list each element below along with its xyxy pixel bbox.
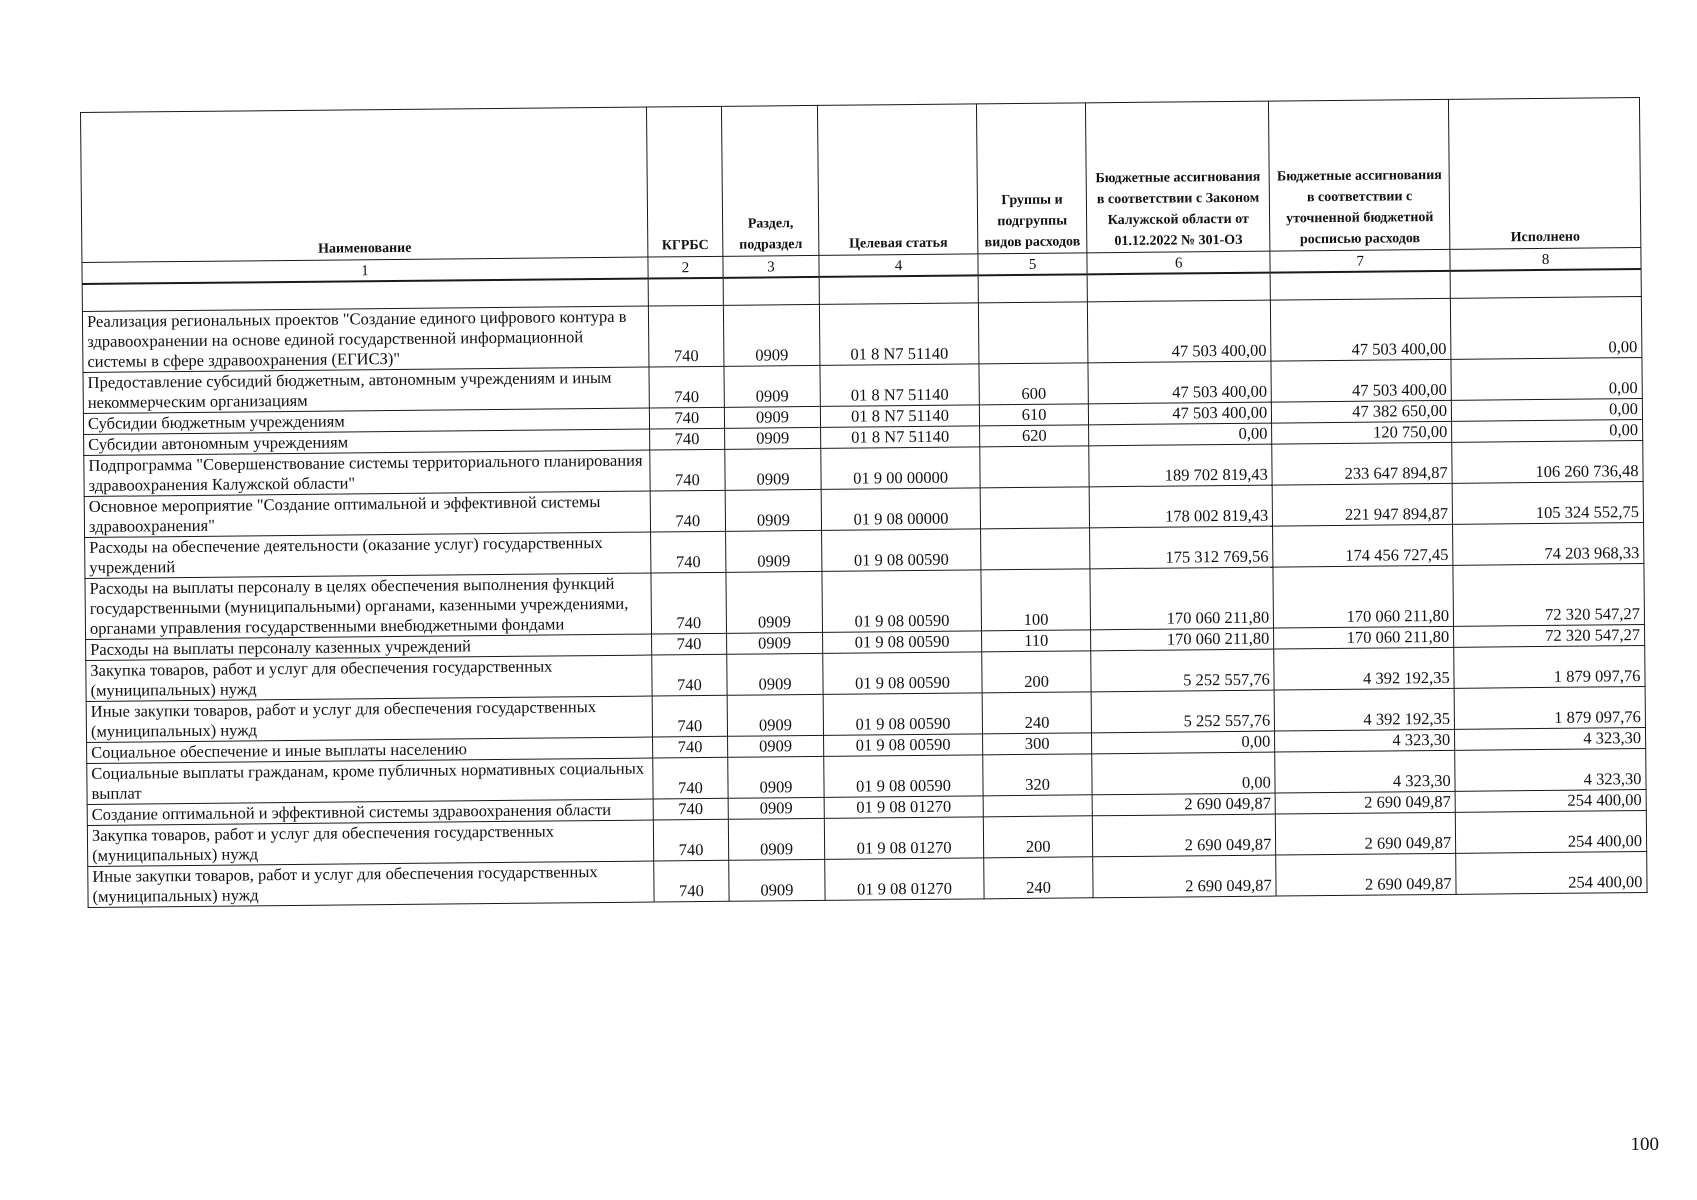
cell-refined-amount: 47 503 400,00 xyxy=(1271,359,1451,402)
page-number: 100 xyxy=(1630,1134,1659,1155)
column-number: 1 xyxy=(82,257,648,284)
cell-section: 0909 xyxy=(729,859,825,901)
cell-executed-amount: 1 879 097,76 xyxy=(1454,687,1645,730)
cell-target-article: 01 9 00 00000 xyxy=(821,447,981,490)
cell-target-article: 01 9 08 00000 xyxy=(821,488,981,531)
cell-law-amount: 47 503 400,00 xyxy=(1088,402,1271,425)
cell-expense-group: 100 xyxy=(981,569,1091,631)
cell-expense-group: 200 xyxy=(983,816,1092,858)
cell-refined-amount: 120 750,00 xyxy=(1272,421,1452,444)
budget-document-page xyxy=(80,97,1648,908)
cell-section: 0909 xyxy=(728,818,824,860)
cell-law-amount: 0,00 xyxy=(1092,752,1276,795)
cell-kgrbs: 740 xyxy=(651,572,727,634)
column-header-section: Раздел, подраздел xyxy=(722,105,819,256)
column-header-target-article: Целевая статья xyxy=(817,104,978,256)
column-header-expense-groups: Группы и подгруппы видов расходов xyxy=(977,103,1087,254)
cell-kgrbs: 740 xyxy=(652,736,727,758)
cell-target-article: 01 8 N7 51140 xyxy=(821,426,980,449)
budget-execution-table xyxy=(80,97,1648,908)
cell-section: 0909 xyxy=(728,797,824,819)
cell-section: 0909 xyxy=(727,632,823,654)
cell-section: 0909 xyxy=(728,756,824,798)
column-number: 8 xyxy=(1450,248,1641,271)
cell-expense-group: 320 xyxy=(983,754,1092,796)
cell-section: 0909 xyxy=(725,448,821,490)
column-header-refined-allocations: Бюджетные ассигнования в соответствии с уточненной бюджетной росписью расходов xyxy=(1269,99,1450,251)
cell-target-article: 01 9 08 01270 xyxy=(824,796,983,819)
column-number: 3 xyxy=(723,255,819,277)
cell-section: 0909 xyxy=(727,694,823,736)
cell-executed-amount: 0,00 xyxy=(1451,297,1642,360)
cell-section: 0909 xyxy=(724,406,820,428)
cell-kgrbs: 740 xyxy=(650,531,726,573)
cell-law-amount: 5 252 557,76 xyxy=(1091,649,1275,692)
cell-law-amount: 47 503 400,00 xyxy=(1088,300,1272,363)
cell-executed-amount: 254 400,00 xyxy=(1455,810,1646,853)
cell-expense-group: 300 xyxy=(983,733,1092,755)
cell-target-article: 01 9 08 00590 xyxy=(823,734,982,757)
column-header-name: Наименование xyxy=(81,107,648,262)
cell-executed-amount: 0,00 xyxy=(1451,399,1642,422)
cell-section: 0909 xyxy=(727,653,823,695)
cell-name: Социальные выплаты гражданам, кроме публичных нормативных социальных выплат xyxy=(87,758,653,804)
cell-kgrbs: 740 xyxy=(650,490,726,532)
cell-name: Предоставление субсидий бюджетным, автономным учреждениям и иным некоммерческим организациям xyxy=(83,367,649,413)
cell-law-amount: 189 702 819,43 xyxy=(1089,444,1273,487)
cell-target-article: 01 9 08 00590 xyxy=(823,693,983,736)
cell-executed-amount: 1 879 097,76 xyxy=(1454,646,1645,689)
cell-name: Иные закупки товаров, работ и услуг для обеспечения государственных (муниципальных) нужд xyxy=(86,696,652,742)
cell-kgrbs: 740 xyxy=(653,819,729,861)
cell-law-amount: 47 503 400,00 xyxy=(1088,361,1272,404)
cell-refined-amount: 4 392 192,35 xyxy=(1274,688,1454,731)
cell-executed-amount: 74 203 968,33 xyxy=(1453,523,1644,566)
cell-section: 0909 xyxy=(725,489,821,531)
cell-executed-amount: 0,00 xyxy=(1452,420,1643,443)
cell-law-amount: 0,00 xyxy=(1092,731,1275,754)
cell-name: Создание оптимальной и эффективной системы здравоохранения области xyxy=(87,799,653,825)
cell-name: Расходы на обеспечение деятельности (оказание услуг) государственных учреждений xyxy=(85,532,651,578)
cell-expense-group xyxy=(978,302,1088,364)
cell-name: Расходы на выплаты персоналу казенных учреждений xyxy=(86,634,652,660)
cell-law-amount: 2 690 049,87 xyxy=(1092,793,1275,816)
cell-kgrbs: 740 xyxy=(652,695,728,737)
column-number: 7 xyxy=(1270,249,1450,272)
column-number: 6 xyxy=(1087,251,1270,274)
cell-target-article: 01 9 08 01270 xyxy=(824,817,984,860)
cell-refined-amount: 2 690 049,87 xyxy=(1276,812,1456,855)
cell-target-article: 01 9 08 00590 xyxy=(822,529,982,572)
cell-refined-amount: 4 323,30 xyxy=(1275,729,1455,752)
cell-executed-amount: 0,00 xyxy=(1451,358,1642,401)
cell-kgrbs: 740 xyxy=(650,449,726,491)
cell-expense-group: 600 xyxy=(979,363,1088,405)
cell-name: Субсидии автономным учреждениям xyxy=(84,429,650,455)
table-body xyxy=(82,297,1647,908)
cell-kgrbs: 740 xyxy=(653,757,729,799)
cell-refined-amount: 2 690 049,87 xyxy=(1275,791,1455,814)
cell-expense-group: 610 xyxy=(979,404,1088,426)
cell-expense-group xyxy=(981,528,1090,570)
cell-name: Подпрограмма "Совершенствование системы территориального планирования здравоохранения Калужской области" xyxy=(84,450,650,496)
column-header-kgrbs: КГРБС xyxy=(646,106,723,257)
cell-expense-group xyxy=(980,446,1089,488)
column-number: 2 xyxy=(648,256,723,278)
cell-law-amount: 178 002 819,43 xyxy=(1089,485,1273,528)
cell-kgrbs: 740 xyxy=(649,366,725,408)
column-number: 4 xyxy=(819,254,978,277)
cell-target-article: 01 8 N7 51140 xyxy=(819,303,979,366)
cell-expense-group: 200 xyxy=(982,651,1091,693)
cell-executed-amount: 72 320 547,27 xyxy=(1453,564,1644,627)
cell-name: Основное мероприятие "Создание оптимальной и эффективной системы здравоохранения" xyxy=(84,491,650,537)
cell-law-amount: 0,00 xyxy=(1089,423,1272,446)
cell-target-article: 01 9 08 00590 xyxy=(824,755,984,798)
cell-target-article: 01 8 N7 51140 xyxy=(820,405,979,428)
cell-expense-group: 240 xyxy=(984,857,1093,899)
cell-name: Реализация региональных проектов "Создание единого цифрового контура в здравоохранении на основе единой государственной информационной системы в сфере здравоохранения (ЕГИСЗ)" xyxy=(82,306,648,372)
cell-refined-amount: 233 647 894,87 xyxy=(1272,442,1452,485)
cell-section: 0909 xyxy=(725,427,821,449)
cell-executed-amount: 4 323,30 xyxy=(1455,749,1646,792)
cell-refined-amount: 2 690 049,87 xyxy=(1276,853,1456,896)
cell-section: 0909 xyxy=(728,735,824,757)
column-number: 5 xyxy=(978,253,1087,276)
cell-law-amount: 175 312 769,56 xyxy=(1090,526,1274,569)
cell-kgrbs: 740 xyxy=(654,860,730,902)
cell-name: Социальное обеспечение и иные выплаты населению xyxy=(87,737,653,763)
cell-expense-group xyxy=(983,795,1092,817)
cell-kgrbs: 740 xyxy=(652,654,728,696)
cell-executed-amount: 105 324 552,75 xyxy=(1452,482,1643,525)
cell-expense-group xyxy=(980,487,1089,529)
cell-refined-amount: 170 060 211,80 xyxy=(1274,626,1454,649)
cell-name: Иные закупки товаров, работ и услуг для обеспечения государственных (муниципальных) нужд xyxy=(88,861,654,907)
cell-law-amount: 2 690 049,87 xyxy=(1092,814,1276,857)
cell-expense-group: 620 xyxy=(980,425,1089,447)
cell-kgrbs: 740 xyxy=(649,428,724,450)
cell-section: 0909 xyxy=(723,304,820,366)
cell-target-article: 01 9 08 00590 xyxy=(823,652,983,695)
cell-name: Расходы на выплаты персоналу в целях обеспечения выполнения функций государственными (муниципальными) органами, казенными учреждениями, органами управления государственными внебюджетными фондами xyxy=(85,573,651,639)
column-header-executed: Исполнено xyxy=(1449,98,1641,250)
cell-name: Закупка товаров, работ и услуг для обеспечения государственных (муниципальных) нужд xyxy=(86,655,652,701)
header-row xyxy=(81,98,1641,263)
column-header-law-allocations: Бюджетные ассигнования в соответствии с Законом Калужской области от 01.12.2022 № 301-ОЗ xyxy=(1086,101,1271,253)
cell-refined-amount: 170 060 211,80 xyxy=(1273,565,1453,628)
cell-section: 0909 xyxy=(724,365,820,407)
cell-kgrbs: 740 xyxy=(653,798,728,820)
cell-executed-amount: 254 400,00 xyxy=(1456,851,1647,894)
cell-expense-group: 240 xyxy=(982,692,1091,734)
cell-target-article: 01 9 08 00590 xyxy=(822,570,982,633)
cell-name: Закупка товаров, работ и услуг для обеспечения государственных (муниципальных) нужд xyxy=(87,820,653,866)
cell-kgrbs: 740 xyxy=(649,407,724,429)
cell-kgrbs: 740 xyxy=(648,305,724,367)
cell-law-amount: 5 252 557,76 xyxy=(1091,690,1275,733)
cell-target-article: 01 8 N7 51140 xyxy=(820,364,980,407)
cell-target-article: 01 9 08 01270 xyxy=(825,858,985,901)
cell-kgrbs: 740 xyxy=(651,633,726,655)
cell-expense-group: 110 xyxy=(982,630,1091,652)
cell-section: 0909 xyxy=(726,571,823,633)
cell-refined-amount: 174 456 727,45 xyxy=(1273,524,1453,567)
cell-executed-amount: 254 400,00 xyxy=(1455,789,1646,812)
cell-section: 0909 xyxy=(726,530,822,572)
cell-executed-amount: 4 323,30 xyxy=(1455,728,1646,751)
cell-refined-amount: 4 323,30 xyxy=(1275,750,1455,793)
cell-executed-amount: 72 320 547,27 xyxy=(1454,625,1645,648)
cell-name: Субсидии бюджетным учреждениям xyxy=(83,408,649,434)
cell-refined-amount: 4 392 192,35 xyxy=(1274,647,1454,690)
cell-refined-amount: 47 382 650,00 xyxy=(1272,400,1452,423)
cell-refined-amount: 47 503 400,00 xyxy=(1271,298,1451,361)
cell-executed-amount: 106 260 736,48 xyxy=(1452,441,1643,484)
cell-law-amount: 2 690 049,87 xyxy=(1093,855,1277,898)
cell-law-amount: 170 060 211,80 xyxy=(1090,567,1274,630)
cell-refined-amount: 221 947 894,87 xyxy=(1272,483,1452,526)
cell-target-article: 01 9 08 00590 xyxy=(822,631,981,654)
cell-law-amount: 170 060 211,80 xyxy=(1091,628,1274,651)
